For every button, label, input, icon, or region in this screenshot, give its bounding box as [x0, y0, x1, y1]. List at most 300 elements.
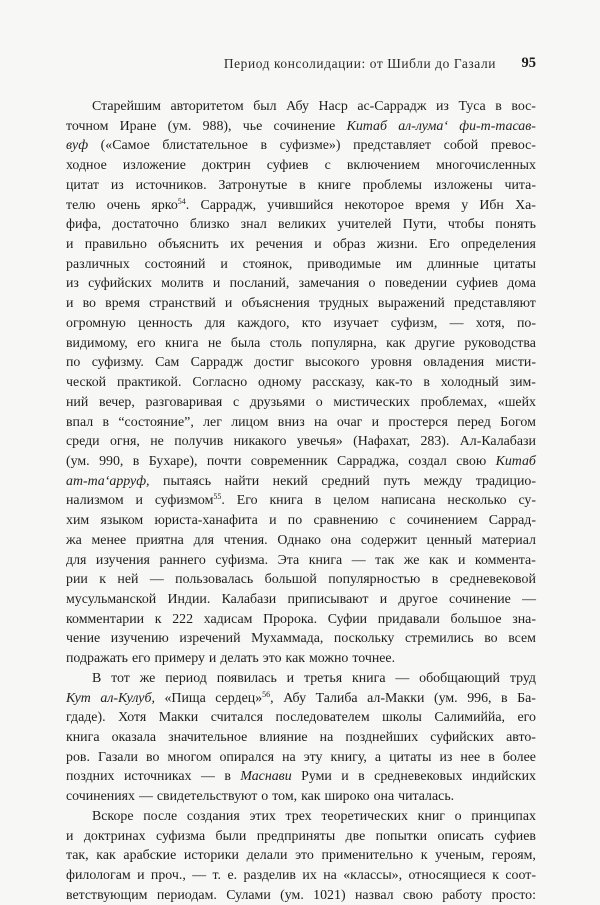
word [66, 649, 128, 669]
word [510, 669, 536, 689]
word-text: у [461, 197, 469, 213]
word-text: свою [456, 453, 487, 469]
text-line [66, 393, 536, 413]
word [492, 866, 499, 886]
word [314, 235, 321, 255]
word [200, 196, 256, 216]
word-text: — [449, 315, 464, 331]
word-text: получив [174, 434, 224, 450]
word-text: филологам [66, 868, 131, 884]
word [398, 590, 437, 610]
word-text: суфийских [430, 730, 494, 745]
word [409, 866, 486, 886]
word [439, 748, 452, 768]
word-text: представляет [353, 138, 432, 154]
word-text: несколько [447, 493, 507, 509]
word-text: су- [518, 493, 536, 509]
word [66, 117, 108, 137]
word [472, 767, 536, 787]
word [488, 748, 495, 768]
word-text: — [200, 769, 215, 785]
word [302, 866, 316, 886]
word [155, 610, 162, 630]
word [476, 472, 536, 492]
word-text: разговаривая [145, 394, 223, 410]
page-header [0, 56, 536, 76]
word [213, 274, 220, 294]
word-text: Ха- [515, 197, 536, 213]
word-text: достаточно [112, 217, 179, 233]
word-text: книга [269, 493, 303, 509]
text-line [66, 551, 536, 571]
word [66, 748, 90, 768]
word-text: в [314, 493, 322, 509]
word-text: более [502, 749, 536, 765]
word [92, 807, 134, 827]
word [434, 176, 493, 196]
word-text: различных [66, 256, 130, 272]
word [99, 570, 106, 590]
word-text: материал [481, 532, 536, 548]
word [458, 97, 485, 117]
word [451, 610, 502, 630]
word-text: очаг [336, 414, 363, 430]
word-text: образ [332, 237, 366, 253]
word-text: в [132, 453, 140, 469]
word [377, 235, 418, 255]
word-text: хадисам [203, 611, 253, 627]
word-text: сочинение [449, 591, 511, 607]
word [511, 97, 536, 117]
word-text: т. [212, 868, 222, 884]
word [449, 590, 511, 610]
word-text: Бухаре), [148, 453, 198, 469]
word-text: ярко [151, 197, 178, 213]
word-text: попытки [375, 828, 428, 844]
word-text: цитат [66, 177, 99, 193]
page-number: 95 [521, 55, 536, 71]
word-text: чтобы [447, 217, 485, 233]
word [139, 787, 153, 807]
word [391, 314, 438, 334]
word-text: среди [66, 434, 100, 450]
word [103, 413, 110, 433]
word-text: Вскоре [92, 808, 134, 824]
word [133, 452, 140, 472]
word [522, 590, 536, 610]
word-text: 1021) [313, 887, 346, 903]
word [243, 866, 296, 886]
text-line [66, 452, 536, 472]
word-text: была [230, 335, 261, 351]
word-text: жизни. [376, 237, 418, 253]
word-text: Пути, [402, 217, 437, 233]
word [136, 491, 143, 511]
word-text: Иране [119, 118, 157, 134]
word [120, 117, 157, 137]
word-text: учителей [337, 217, 392, 233]
word [136, 176, 207, 196]
word [225, 294, 232, 314]
word [496, 452, 536, 472]
word [374, 767, 462, 787]
word [278, 215, 326, 235]
word-text: цитаты [493, 256, 536, 272]
word-text: — [395, 670, 410, 686]
word [316, 689, 358, 709]
word-text: для [66, 552, 87, 568]
word [66, 491, 124, 511]
word-text: (Нафахат, [353, 434, 411, 450]
word-text: многочисленных [436, 158, 536, 174]
word-text: ал-Макки [367, 690, 425, 706]
word-text: для [193, 532, 214, 548]
word [471, 807, 536, 827]
word [436, 97, 449, 117]
word-text: к [99, 572, 106, 588]
word [517, 314, 536, 334]
word-text: и [286, 670, 295, 686]
word-text: Кут [66, 690, 91, 706]
word [66, 787, 135, 807]
word-text: и [314, 237, 322, 253]
word-text: изречений [179, 631, 241, 647]
word [287, 590, 368, 610]
word [66, 610, 144, 630]
word-text: Талиба [315, 690, 358, 706]
text-line [66, 274, 536, 294]
word-text: и [66, 237, 74, 253]
word [353, 136, 431, 156]
word [316, 393, 323, 413]
word [66, 728, 99, 748]
word-text: между [423, 473, 463, 489]
word [249, 807, 275, 827]
word [430, 728, 494, 748]
word-text: описать [437, 828, 484, 844]
word-text: книгу, [330, 749, 367, 765]
word [369, 274, 376, 294]
word-text: арабские [123, 848, 177, 864]
word [146, 748, 159, 768]
word-text: одному [258, 375, 302, 391]
word-text: понять [495, 217, 536, 233]
word-text: сравнению [313, 513, 379, 529]
word [343, 866, 402, 886]
word [267, 156, 309, 176]
word [429, 235, 450, 255]
word-text: Сам [155, 355, 180, 371]
word-text: некий [272, 473, 308, 489]
footnote-ref: 54 [177, 196, 186, 206]
word-text: Затронутые [218, 177, 288, 193]
word-text: во [82, 296, 96, 312]
word-text: из [66, 276, 79, 292]
word [498, 393, 536, 413]
word [429, 551, 448, 571]
word-text: сочинениях [66, 789, 135, 805]
word [304, 748, 323, 768]
text-line [66, 156, 536, 176]
word [389, 511, 395, 531]
word [461, 235, 536, 255]
word-text: в [102, 414, 110, 430]
text-line [66, 511, 536, 531]
word-text: чье [242, 118, 263, 134]
word [202, 156, 251, 176]
word-text: обобщающий [419, 670, 500, 686]
word-text: том, [272, 789, 298, 805]
word-text: собой [443, 138, 479, 154]
word-text: («Самое [100, 138, 150, 154]
word [437, 827, 483, 847]
word [491, 136, 536, 156]
word [482, 531, 536, 551]
word-text: Китаб [495, 453, 536, 469]
word [265, 570, 317, 590]
word [447, 491, 506, 511]
text-line [66, 472, 536, 492]
word-text: кто [301, 315, 322, 331]
word [458, 551, 465, 571]
word [107, 196, 141, 216]
word-text: с [232, 394, 240, 410]
word-text: юриста-ханафита [154, 513, 258, 529]
word [66, 393, 88, 413]
word [374, 787, 395, 807]
word [263, 649, 282, 669]
word [83, 294, 96, 314]
running-head: Период консолидации: от Шибли до Газали [223, 56, 496, 71]
text-line [66, 432, 536, 452]
word-text: делали [246, 848, 288, 864]
word-text: последователем [275, 710, 370, 726]
word [231, 334, 261, 354]
word [66, 353, 80, 373]
word-text: фифа, [66, 217, 102, 233]
word-text: из [110, 177, 124, 193]
word [363, 176, 422, 196]
word [280, 886, 304, 905]
word-text: столь [269, 335, 302, 351]
word [226, 886, 271, 905]
word-text: суфизма. [215, 552, 269, 568]
word-text: дома [507, 276, 536, 292]
word [404, 551, 420, 571]
word [66, 511, 89, 531]
word-text: время [105, 296, 140, 312]
word-text: очень [106, 197, 141, 213]
text-line [66, 176, 536, 196]
word-text: принципах [471, 808, 536, 824]
word-text: Макки [158, 710, 199, 726]
word [276, 708, 370, 728]
word-text: а [374, 749, 382, 765]
word-text: стоянок, [242, 256, 293, 272]
word [518, 491, 536, 511]
word [136, 531, 184, 551]
word [100, 689, 155, 709]
word [314, 413, 328, 433]
word: сердец»$^{56}$, [215, 689, 274, 706]
word [337, 215, 391, 235]
word [286, 649, 305, 669]
word [297, 432, 343, 452]
word [140, 669, 156, 689]
word-text: почти [206, 453, 242, 469]
word [282, 748, 296, 768]
word-text: как-то [375, 375, 413, 391]
word [154, 511, 257, 531]
word [500, 413, 536, 433]
word-text: популярностью [328, 572, 421, 588]
word-text: в [224, 769, 231, 785]
word [352, 669, 385, 689]
word [277, 531, 321, 551]
word [295, 846, 314, 866]
word-text: чение [66, 631, 101, 647]
word-text: ал-Кулуб, [100, 690, 155, 706]
word [201, 767, 215, 787]
word-text: с [324, 158, 331, 174]
word-text: речения [255, 237, 303, 253]
word-text: в [495, 99, 502, 114]
word [179, 629, 240, 649]
word [505, 176, 536, 196]
word-text: в [488, 749, 495, 765]
word [118, 708, 146, 728]
word [211, 708, 263, 728]
word-text: каждого, [237, 315, 290, 331]
word [309, 551, 342, 571]
word-text: рии [66, 572, 88, 588]
body-text [66, 97, 536, 905]
word [278, 413, 305, 433]
word [157, 787, 257, 807]
word-text: так, [66, 848, 89, 864]
word-text: суфизмом [154, 493, 214, 509]
word-text: Калабази [221, 591, 277, 607]
word [299, 274, 360, 294]
word-text: вниз [277, 414, 305, 430]
word [124, 767, 192, 787]
word [66, 432, 100, 452]
word [159, 551, 205, 571]
word [403, 215, 437, 235]
word [283, 689, 306, 709]
word-text: работу [442, 887, 483, 903]
word-text: Туса [458, 99, 486, 114]
word [427, 531, 472, 551]
word-text: е. [227, 868, 238, 884]
word [358, 767, 365, 787]
word [347, 156, 420, 176]
word-text: зим- [509, 375, 536, 391]
word [167, 748, 211, 768]
word-text: применительно [321, 848, 414, 864]
text-line [66, 215, 536, 235]
word-text: Наср [318, 99, 348, 114]
word [111, 176, 124, 196]
word-text: о [454, 808, 462, 824]
word [454, 294, 536, 314]
word-text: и [220, 256, 228, 272]
text-line [66, 689, 536, 709]
word-text: его [137, 335, 156, 351]
word [371, 353, 412, 373]
word [88, 274, 152, 294]
word [312, 373, 364, 393]
word-text: 283). [420, 434, 450, 450]
word-text: сердец» [215, 690, 263, 706]
word-text: к [492, 868, 499, 884]
word-text: же [403, 552, 420, 568]
text-line [66, 669, 536, 689]
word [143, 807, 177, 827]
word [203, 413, 222, 433]
word-text: влияние [259, 730, 308, 745]
word [385, 274, 447, 294]
word [138, 314, 192, 334]
word-text: о [315, 394, 323, 410]
word-text: третья [303, 670, 343, 686]
word [96, 551, 150, 571]
word [234, 432, 287, 452]
word [304, 669, 342, 689]
word-text: вуф [66, 138, 89, 154]
word [203, 117, 232, 137]
word [164, 689, 205, 709]
text-line [66, 846, 536, 866]
word [434, 689, 458, 709]
word-text: мисти- [495, 355, 536, 371]
word [194, 531, 214, 551]
word [313, 886, 345, 905]
word-text: — [522, 591, 536, 607]
word-text: содержит [360, 532, 417, 548]
word-text: для [204, 315, 226, 331]
word-text: «шейх [497, 394, 536, 410]
word [398, 117, 448, 137]
word-text: цитаты [389, 749, 432, 765]
word-text: Мухаммада, [251, 631, 324, 647]
word [375, 551, 394, 571]
word [269, 491, 302, 511]
word [337, 413, 362, 433]
word-text: Эта [277, 552, 300, 568]
word-text: тот [111, 670, 130, 686]
word [305, 353, 359, 373]
word-text: Абу [286, 99, 309, 114]
footnote-ref: 55 [213, 492, 222, 502]
word-text: суфизму. [91, 355, 144, 371]
word-text: поздних [66, 769, 115, 785]
word-text: средневековых [374, 769, 463, 785]
word-text: и [208, 651, 217, 667]
word [418, 807, 445, 827]
word [491, 886, 536, 905]
word-text: Абу [283, 690, 307, 706]
word-text: 988), [202, 118, 232, 134]
word-text: создания [186, 808, 240, 824]
word [251, 452, 328, 472]
word-text: о [261, 789, 269, 805]
word-text: друзьями [249, 394, 306, 410]
word [421, 393, 487, 413]
word [475, 551, 536, 571]
word [421, 846, 428, 866]
word [66, 570, 88, 590]
